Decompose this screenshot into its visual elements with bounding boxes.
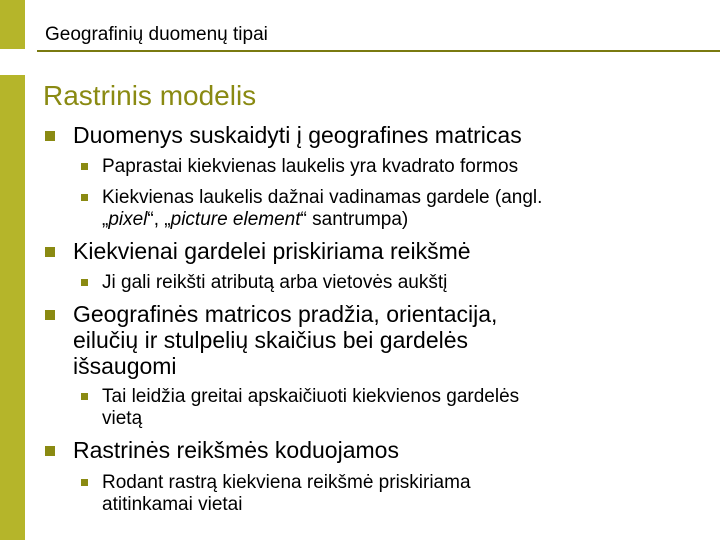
bullet-text: Kiekvienai gardelei priskiriama reikšmė (73, 238, 471, 264)
square-bullet-icon (81, 194, 88, 201)
square-bullet-icon (45, 131, 55, 141)
square-bullet-icon (45, 446, 55, 456)
bullet-text-continuation: atitinkamai vietai (102, 494, 243, 515)
term-picture-element: picture element (170, 209, 301, 230)
bullet-text-continuation (102, 209, 408, 231)
quote-mid: “, „ (147, 209, 171, 230)
square-bullet-icon (81, 279, 88, 286)
square-bullet-icon (45, 310, 55, 320)
bullet-text: Rastrinės reikšmės koduojamos (73, 437, 399, 463)
square-bullet-icon (81, 479, 88, 486)
bullet-text: Ji gali reikšti atributą arba vietovės aukštį (102, 272, 448, 293)
bullet-text: Kiekvienas laukelis dažnai vadinamas gardele (angl. (102, 187, 543, 208)
bullet-text-continuation: vietą (102, 408, 143, 429)
bullet-text: Tai leidžia greitai apskaičiuoti kiekvienos gardelės (102, 386, 520, 407)
quote-end: “ santrumpa) (300, 209, 409, 230)
bullet-text-continuation: išsaugomi (73, 353, 177, 379)
header-title: Geografinių duomenų tipai (45, 24, 268, 45)
square-bullet-icon (45, 247, 55, 257)
bullet-text-continuation: eilučių ir stulpelių skaičius bei gardelės (73, 327, 469, 353)
slide-title: Rastrinis modelis (43, 80, 257, 111)
quote-open: „ (102, 209, 109, 230)
sidebar-decoration (0, 0, 25, 540)
term-pixel: pixel (108, 209, 148, 230)
bullet-text: Duomenys suskaidyti į geografines matricas (73, 122, 522, 148)
square-bullet-icon (81, 163, 88, 170)
bullet-text: Geografinės matricos pradžia, orientacija, (73, 301, 498, 327)
square-bullet-icon (81, 393, 88, 400)
bullet-text: Rodant rastrą kiekviena reikšmė priskiriama (102, 472, 471, 493)
header-divider (37, 50, 720, 52)
bullet-text: Paprastai kiekvienas laukelis yra kvadrato formos (102, 156, 519, 177)
sidebar-accent-block (0, 49, 25, 75)
